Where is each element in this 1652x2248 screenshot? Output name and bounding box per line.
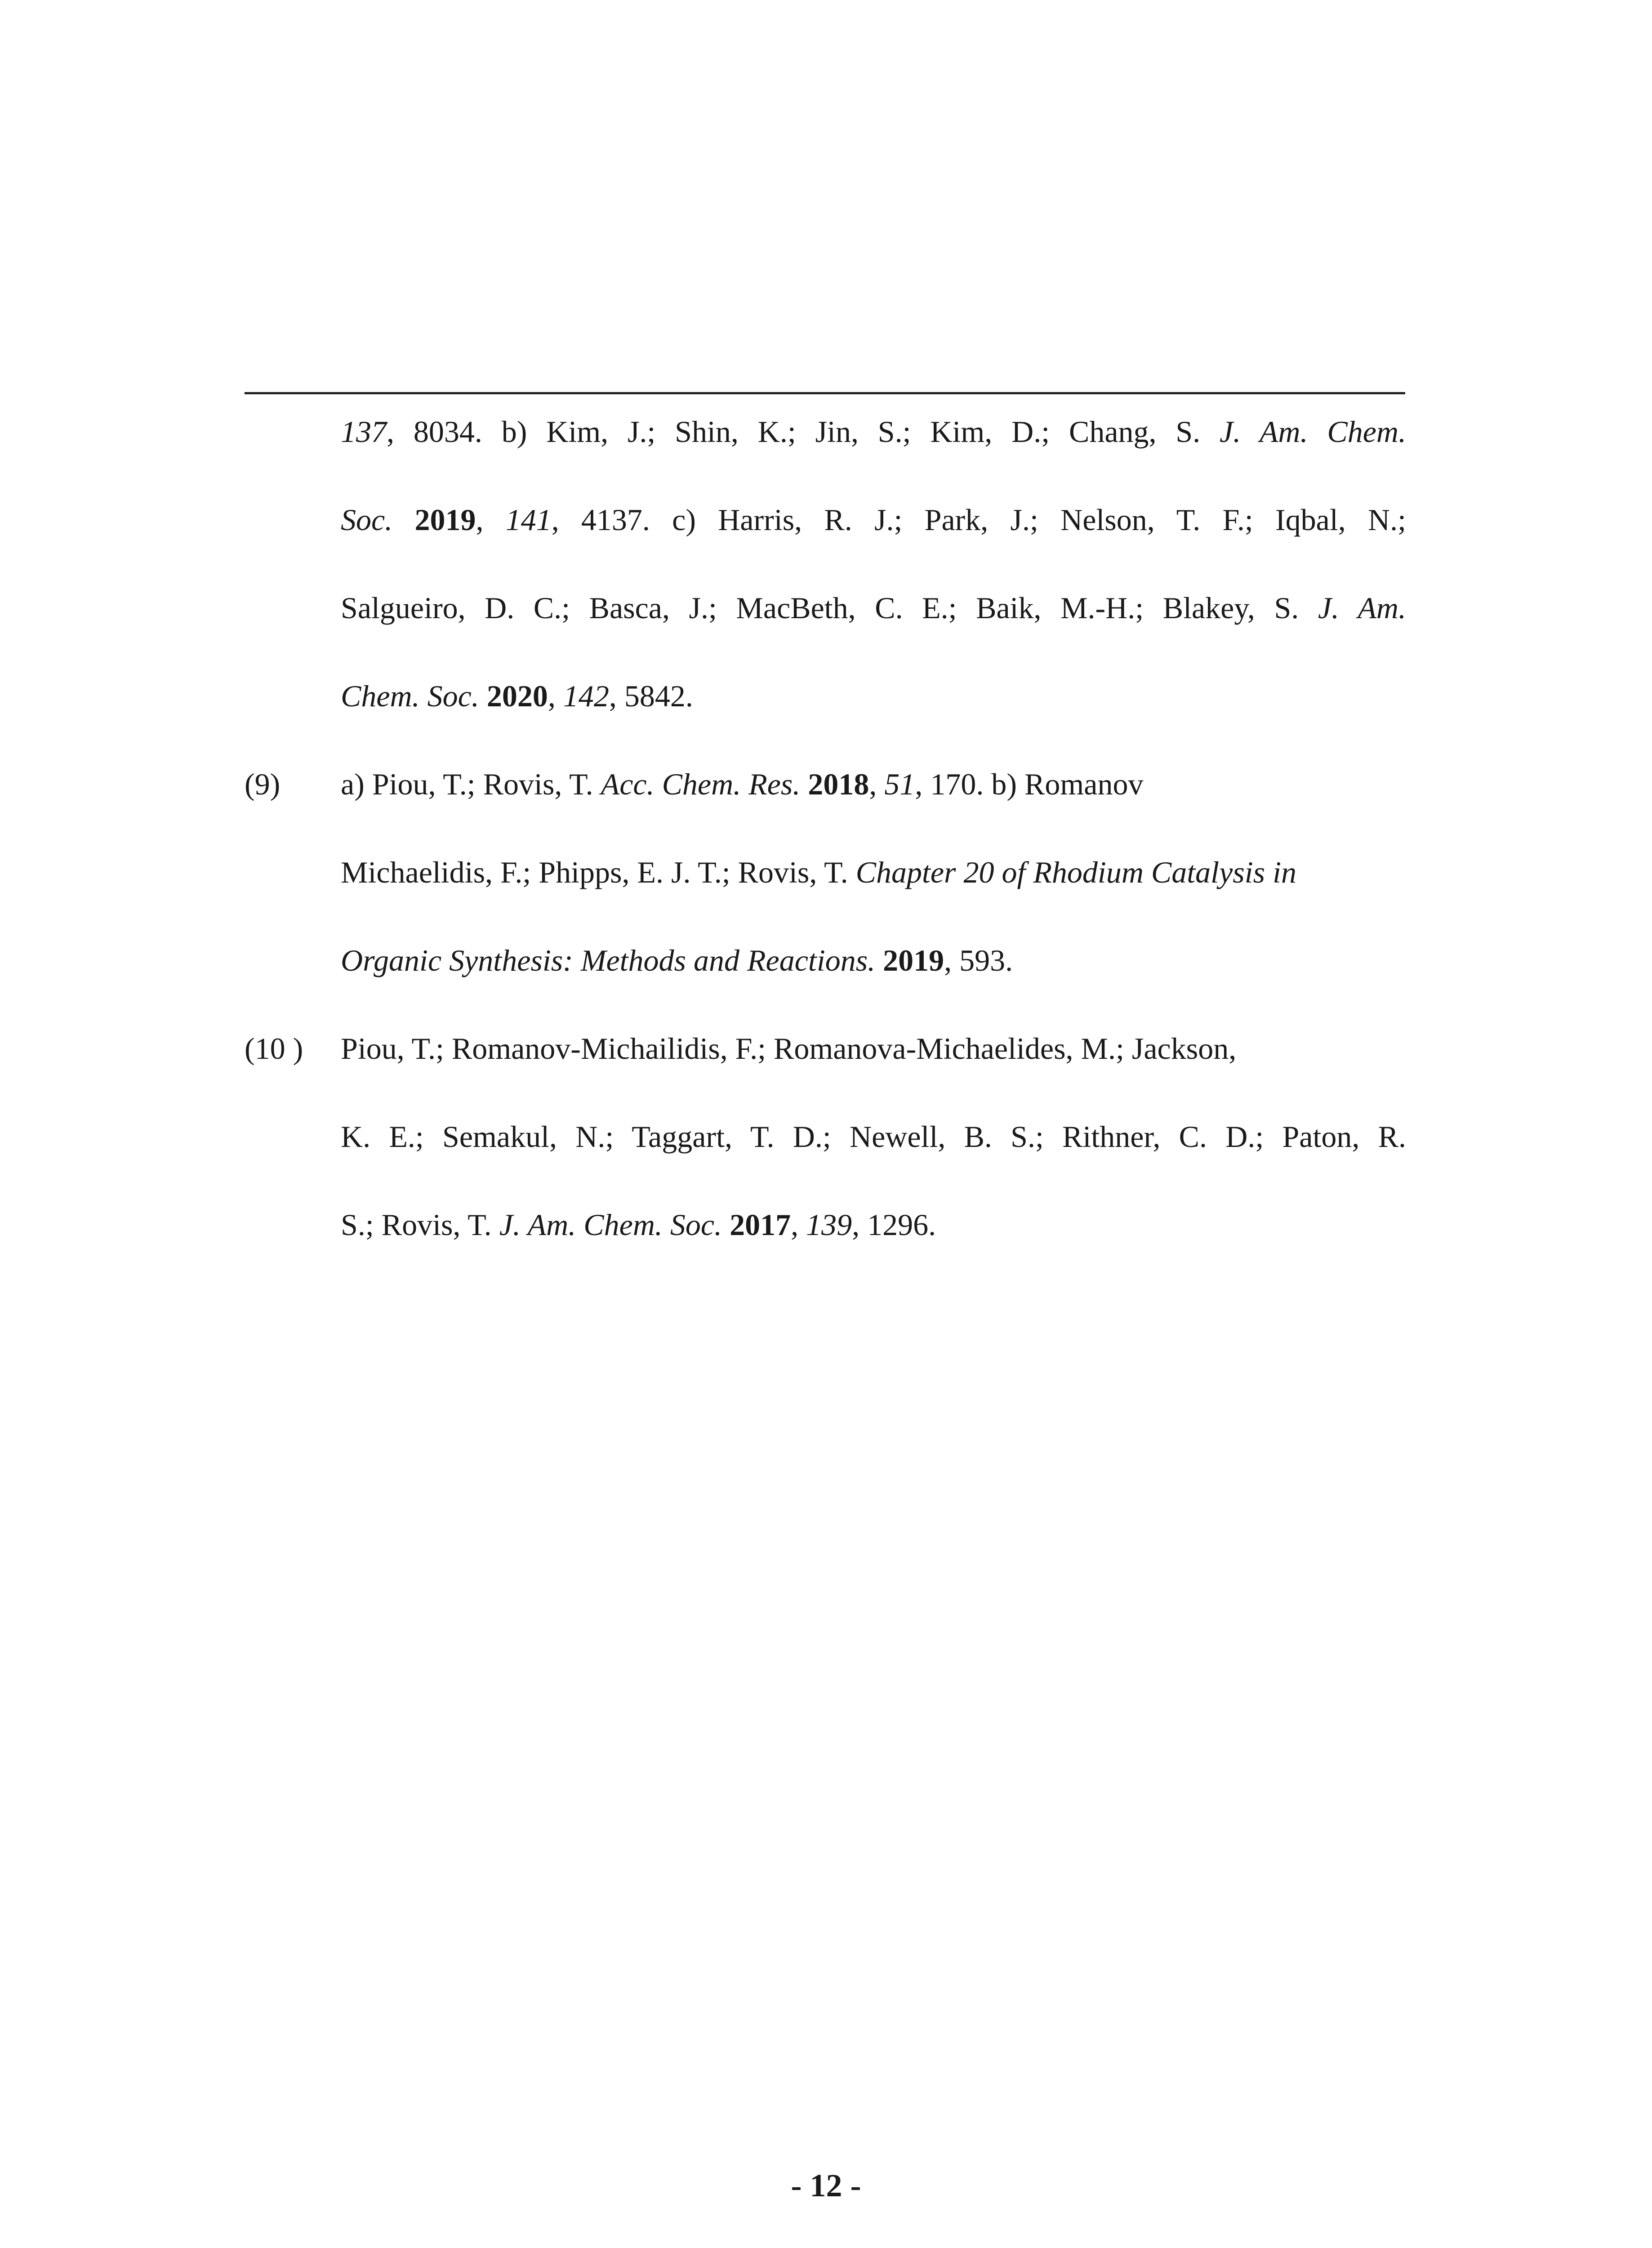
reference-line: Soc. 2019, 141, 4137. c) Harris, R. J.; Park, J.; Nelson, T. F.; Iqbal, N.; xyxy=(341,503,1406,537)
reference-line: K. E.; Semakul, N.; Taggart, T. D.; Newell, B. S.; Rithner, C. D.; Paton, R. xyxy=(341,1120,1406,1154)
reference-line: Michaelidis, F.; Phipps, E. J. T.; Rovis, T. Chapter 20 of Rhodium Catalysis in xyxy=(341,855,1296,889)
reference-continuation xyxy=(341,388,1406,740)
reference-9 xyxy=(341,740,1406,1004)
reference-line: Chem. Soc. 2020, 142, 5842. xyxy=(341,679,693,713)
reference-line: Salgueiro, D. C.; Basca, J.; MacBeth, C. E.; Baik, M.-H.; Blakey, S. J. Am. xyxy=(341,591,1406,625)
reference-line: Organic Synthesis: Methods and Reactions. 2019, 593. xyxy=(341,943,1013,977)
page-number: - 12 - xyxy=(791,2168,861,2203)
reference-line: 137, 8034. b) Kim, J.; Shin, K.; Jin, S.; Kim, D.; Chang, S. J. Am. Chem. xyxy=(341,415,1406,449)
reference-10 xyxy=(341,1004,1406,1269)
reference-number-9: (9) xyxy=(245,767,281,801)
reference-line: S.; Rovis, T. J. Am. Chem. Soc. 2017, 139, 1296. xyxy=(341,1208,936,1242)
reference-number-10: (10 ) xyxy=(245,1031,303,1066)
reference-line: a) Piou, T.; Rovis, T. Acc. Chem. Res. 2018, 51, 170. b) Romanov xyxy=(341,767,1144,801)
reference-line: Piou, T.; Romanov-Michailidis, F.; Romanova-Michaelides, M.; Jackson, xyxy=(341,1031,1237,1066)
